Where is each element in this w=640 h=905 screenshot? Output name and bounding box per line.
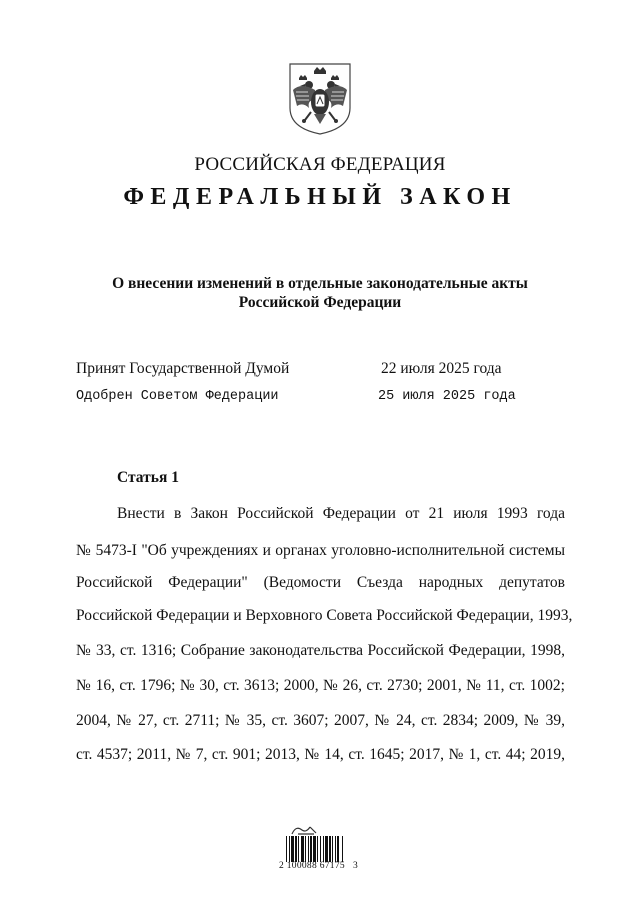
- approved-label: Одобрен Советом Федерации: [76, 389, 279, 404]
- approved-date: 25 июля 2025 года: [378, 389, 516, 404]
- article-text-line: Российской Федерации и Верховного Совета Российской Федерации, 1993,: [76, 607, 573, 624]
- russian-coat-of-arms-icon: [287, 62, 353, 136]
- country-name: РОССИЙСКАЯ ФЕДЕРАЦИЯ: [194, 154, 446, 175]
- barcode-icon: [286, 836, 364, 862]
- adopted-label: Принят Государственной Думой: [76, 360, 290, 377]
- article-text-line: ст. 4537; 2011, № 7, ст. 901; 2013, № 14, ст. 1645; 2017, № 1, ст. 44; 2019,: [76, 746, 565, 763]
- registration-mark-icon: [290, 823, 322, 837]
- barcode-number: 2 100088 67175 3: [279, 861, 359, 871]
- article-text-line: № 33, ст. 1316; Собрание законодательства Российской Федерации, 1998,: [76, 642, 565, 659]
- law-title-line: О внесении изменений в отдельные законодательные акты: [112, 275, 528, 292]
- article-text-line: № 16, ст. 1796; № 30, ст. 3613; 2000, № 26, ст. 2730; 2001, № 11, ст. 1002;: [76, 677, 565, 694]
- law-title: [0, 274, 640, 312]
- article-text-line: Внести в Закон Российской Федерации от 21 июля 1993 года: [117, 505, 565, 522]
- article-text-line: Российской Федерации" (Ведомости Съезда народных депутатов: [76, 574, 565, 591]
- article-text-line: 2004, № 27, ст. 2711; № 35, ст. 3607; 2007, № 24, ст. 2834; 2009, № 39,: [76, 712, 565, 729]
- adopted-date: 22 июля 2025 года: [381, 360, 502, 377]
- document-type: ФЕДЕРАЛЬНЫЙ ЗАКОН: [123, 184, 517, 210]
- article-title: Статья 1: [117, 469, 179, 486]
- article-text-line: № 5473-I "Об учреждениях и органах уголовно-исполнительной системы: [76, 542, 565, 559]
- law-title-line: Российской Федерации: [238, 294, 402, 311]
